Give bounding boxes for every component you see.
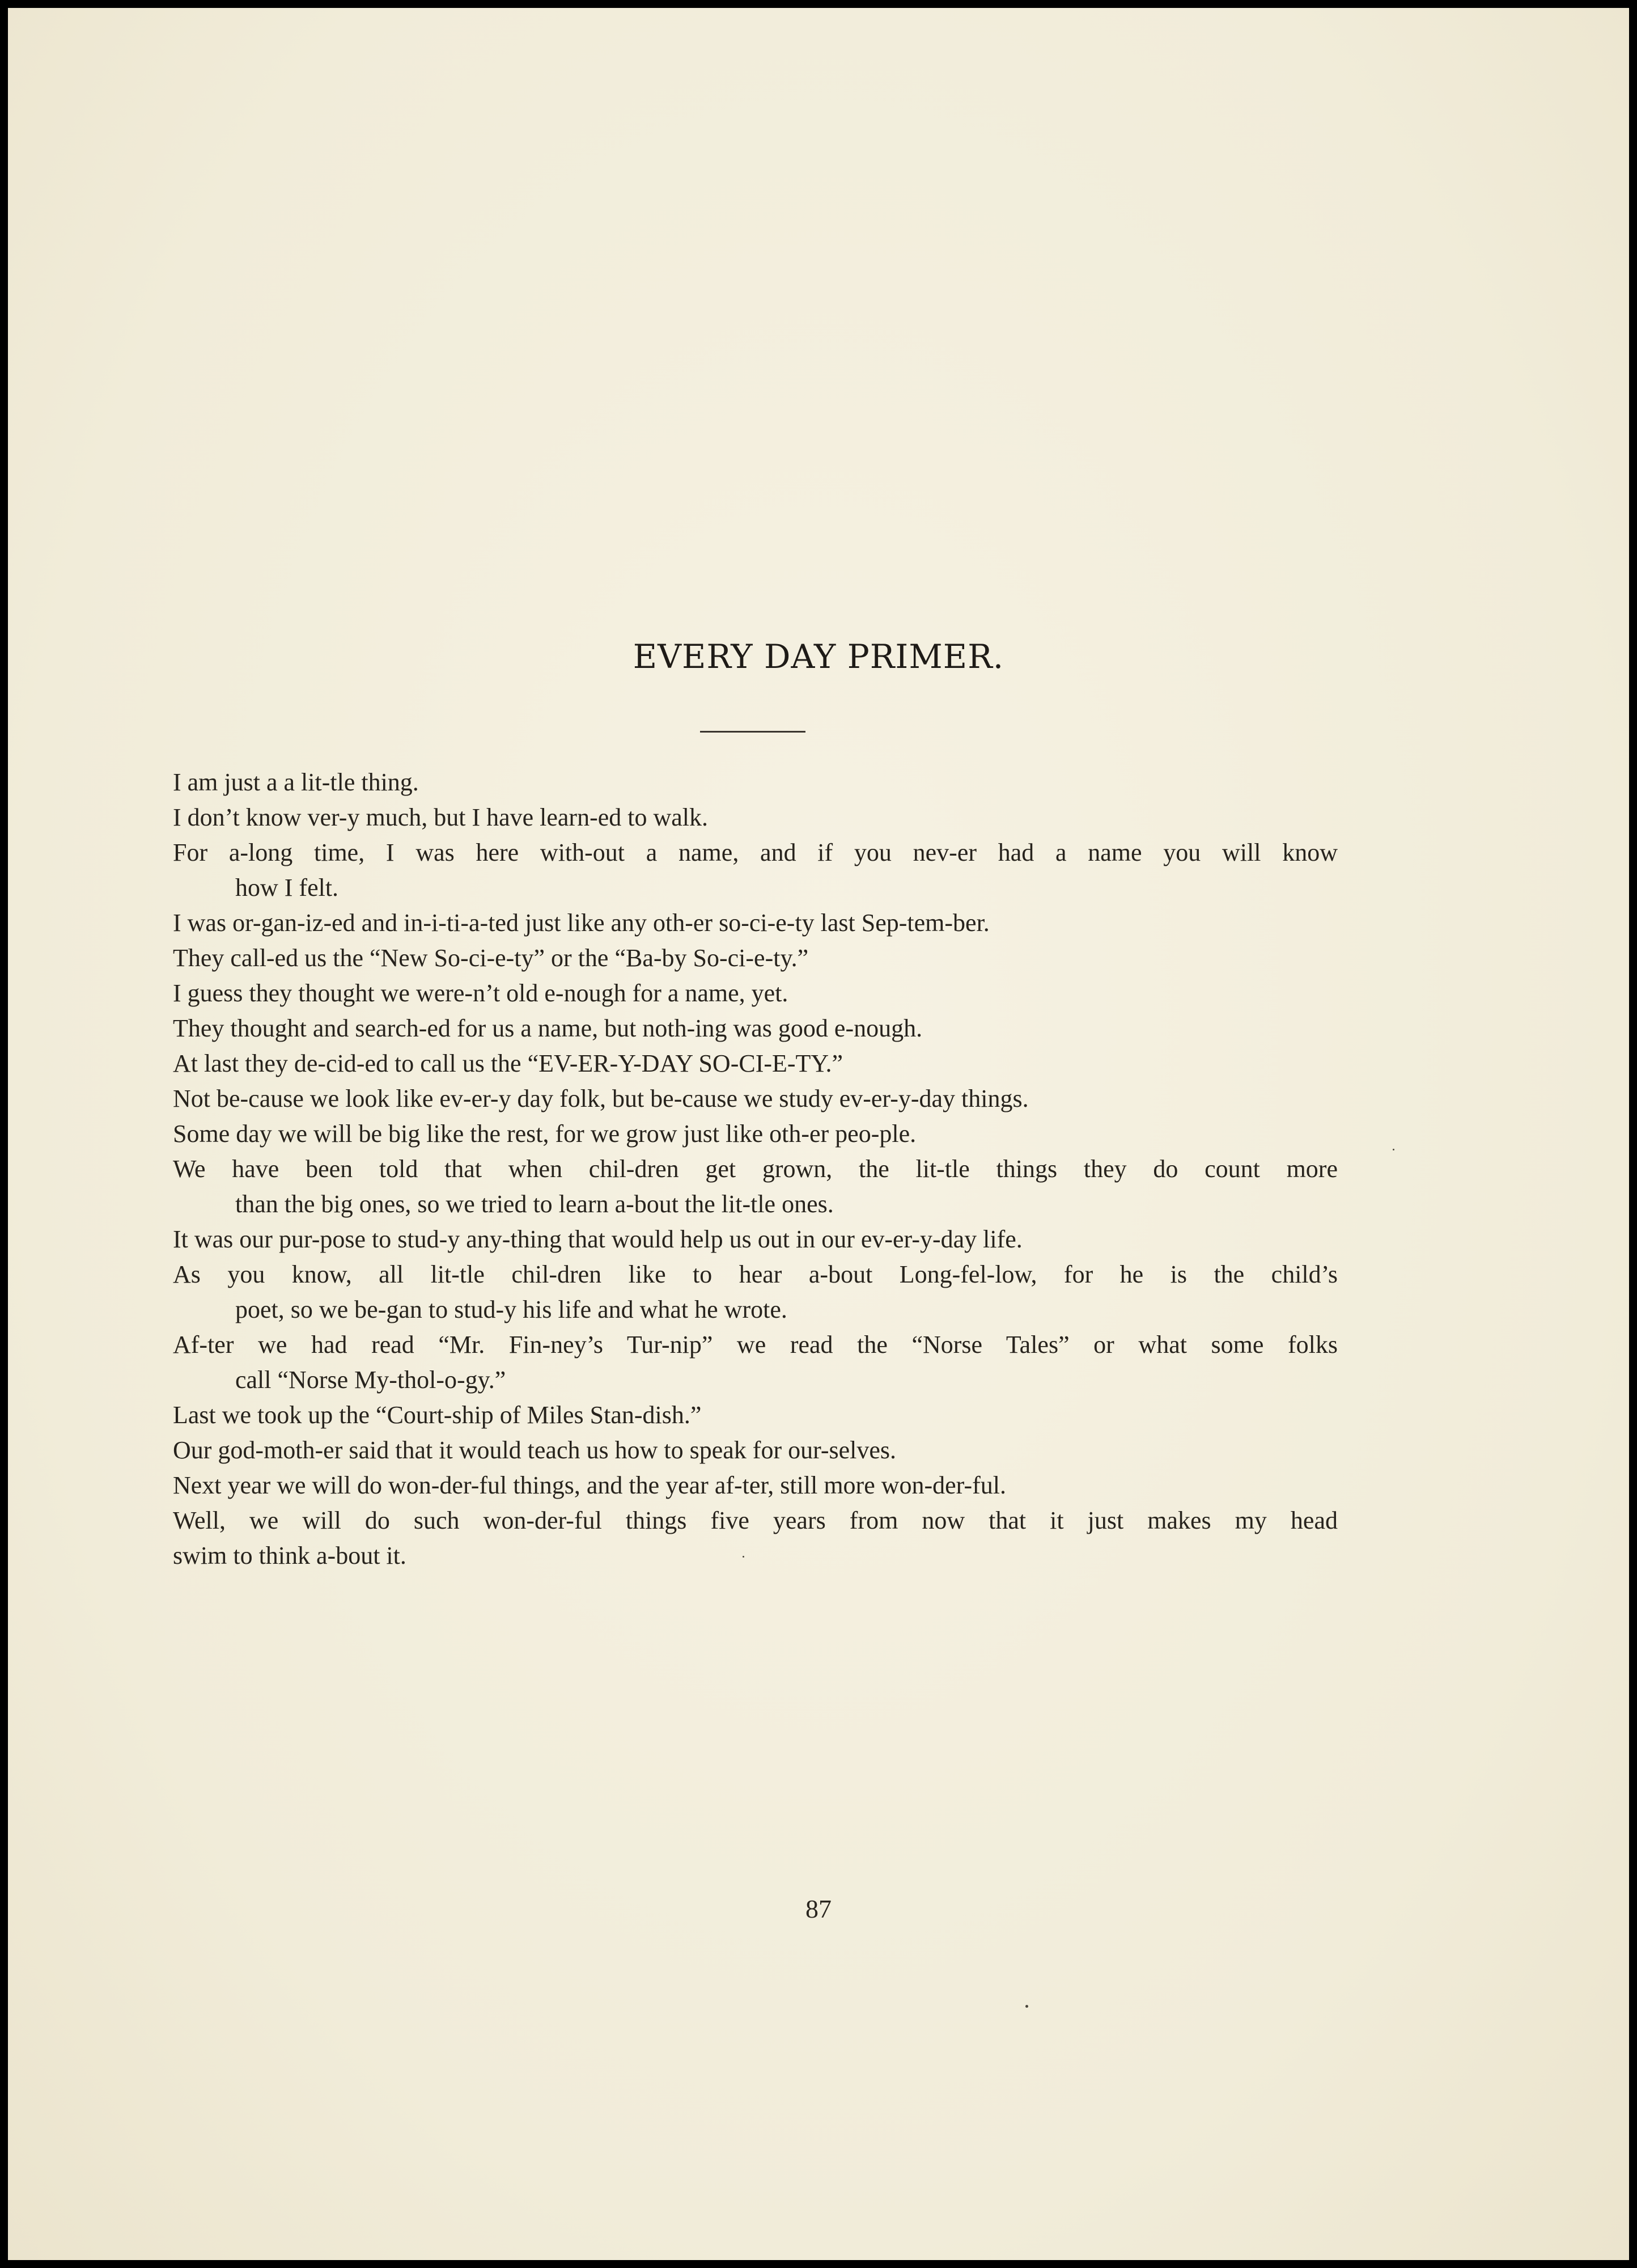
print-speck: [1393, 1149, 1394, 1150]
text-line: I guess they thought we were-n’t old e-nough for a name, yet.: [173, 979, 788, 1007]
text-line: Not be-cause we look like ev-er-y day folk, but be-cause we study ev-er-y-day things.: [173, 1085, 1029, 1112]
text-line: Af-ter we had read “Mr. Fin-ney’s Tur-nip” we read the “Norse Tales” or what some folks: [173, 1331, 1338, 1359]
text-line: They thought and search-ed for us a name, but noth-ing was good e-nough.: [173, 1014, 923, 1042]
title-divider: [700, 731, 805, 733]
text-line: Well, we will do such won-der-ful things five years from now that it just makes my head: [173, 1507, 1338, 1534]
text-line: As you know, all lit-tle chil-dren like to hear a-bout Long-fel-low, for he is the child’s: [173, 1260, 1338, 1288]
print-speck: [1025, 2005, 1028, 2008]
text-line: It was our pur-pose to stud-y any-thing that would help us out in our ev-er-y-day life.: [173, 1225, 1023, 1253]
print-speck: [743, 1556, 744, 1558]
body-text: [173, 765, 1338, 1573]
text-line: Last we took up the “Court-ship of Miles Stan-dish.”: [173, 1401, 702, 1429]
text-line: They call-ed us the “New So-ci-e-ty” or the “Ba-by So-ci-e-ty.”: [173, 944, 809, 972]
text-line: poet, so we be-gan to stud-y his life and what he wrote.: [235, 1296, 787, 1323]
text-line: Some day we will be big like the rest, for we grow just like oth-er peo-ple.: [173, 1120, 917, 1148]
text-line: I don’t know ver-y much, but I have learn-ed to walk.: [173, 803, 709, 831]
page-title: EVERY DAY PRIMER.: [633, 637, 1004, 676]
text-line: We have been told that when chil-dren get grown, the lit-tle things they do count more: [173, 1155, 1338, 1183]
text-line: Our god-moth-er said that it would teach us how to speak for our-selves.: [173, 1436, 897, 1464]
text-line: I was or-gan-iz-ed and in-i-ti-a-ted just like any oth-er so-ci-e-ty last Sep-tem-ber.: [173, 909, 990, 937]
text-line: call “Norse My-thol-o-gy.”: [235, 1366, 506, 1394]
text-line: swim to think a-bout it.: [173, 1542, 406, 1569]
text-line: At last they de-cid-ed to call us the “EV-ER-Y-DAY SO-CI-E-TY.”: [173, 1050, 843, 1077]
text-line: For a-long time, I was here with-out a name, and if you nev-er had a name you will know: [173, 839, 1338, 866]
text-line: Next year we will do won-der-ful things, and the year af-ter, still more won-der-ful.: [173, 1471, 1006, 1499]
book-page: [8, 8, 1629, 2260]
text-line: than the big ones, so we tried to learn a-bout the lit-tle ones.: [235, 1190, 834, 1218]
text-line: how I felt.: [235, 874, 339, 902]
page-number: 87: [805, 1894, 832, 1923]
text-line: I am just a a lit-tle thing.: [173, 768, 419, 796]
